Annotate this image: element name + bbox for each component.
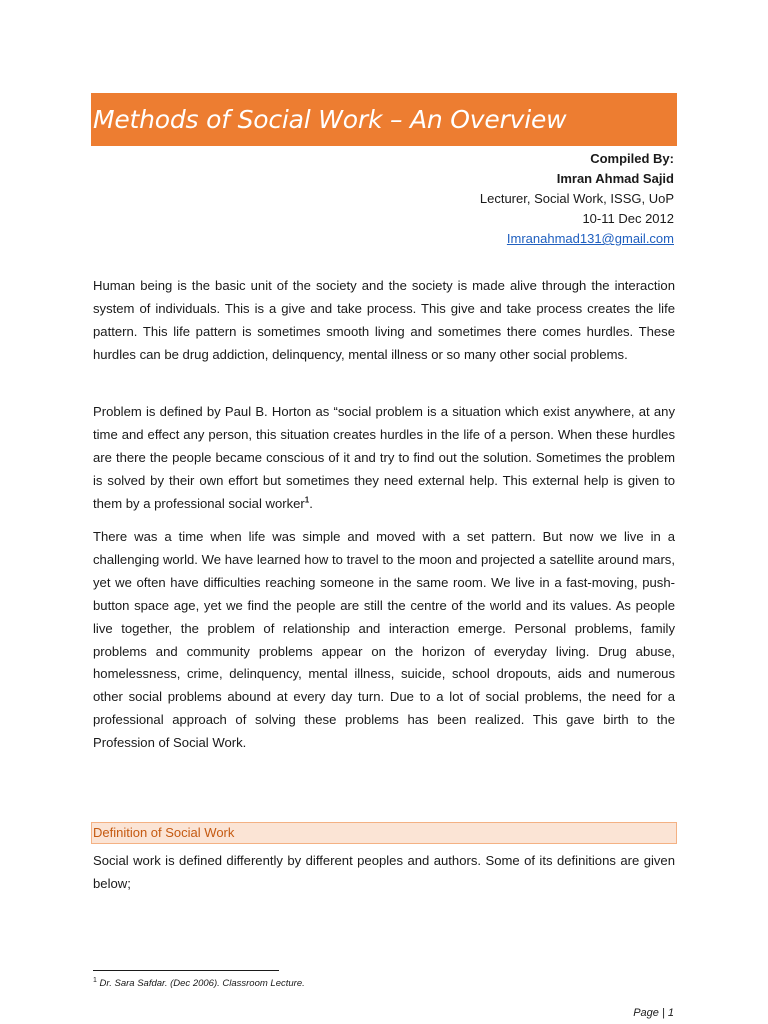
compiled-by-label: Compiled By: bbox=[590, 151, 674, 166]
document-title: Methods of Social Work – An Overview bbox=[93, 105, 567, 134]
section-heading-box bbox=[91, 822, 677, 844]
paragraph-problem-text: Problem is defined by Paul B. Horton as “social problem is a situation which exist anywhere, at any time and effect any person, this situation creates hurdles in the life of a person. When these hurdles are there the people became conscious of it and try to find out the solution. Sometimes the problem is solved by their own effort but sometimes they need external help. This external help is given to them by a professional social worker bbox=[93, 404, 675, 511]
paragraph-problem-definition bbox=[93, 401, 675, 516]
byline-block bbox=[480, 149, 674, 249]
title-banner bbox=[91, 93, 677, 146]
footnote-reference[interactable]: 1 bbox=[304, 495, 310, 505]
author-name: Imran Ahmad Sajid bbox=[556, 171, 674, 186]
paragraph-end-period: . bbox=[309, 495, 313, 511]
author-email-link[interactable]: Imranahmad131@gmail.com bbox=[506, 231, 674, 246]
section-heading: Definition of Social Work bbox=[93, 825, 235, 840]
footnote bbox=[93, 977, 305, 989]
footnote-number: 1 bbox=[93, 977, 97, 984]
footnote-divider bbox=[93, 970, 279, 971]
author-position: Lecturer, Social Work, ISSG, UoP bbox=[479, 191, 674, 206]
compile-date: 10-11 Dec 2012 bbox=[582, 211, 674, 226]
page-number: Page | 1 bbox=[633, 1007, 674, 1019]
footnote-text: Dr. Sara Safdar. (Dec 2006). Classroom Lecture. bbox=[96, 978, 305, 990]
paragraph-intro: Human being is the basic unit of the society and the society is made alive through the interaction system of individuals. This is a give and take process. This give and take process creates the life pattern. This life pattern is sometimes smooth living and sometimes there comes hurdles. These hurdles can be drug addiction, delinquency, mental illness or so many other social problems. bbox=[93, 278, 675, 362]
paragraph-definition-intro: Social work is defined differently by different peoples and authors. Some of its definitions are given below; bbox=[93, 853, 675, 891]
paragraph-modern-world: There was a time when life was simple and moved with a set pattern. But now we live in a challenging world. We have learned how to travel to the moon and projected a satellite around mars, yet we often have difficulties reaching someone in the same room. We live in a fast-moving, push-button space age, yet we find the people are still the centre of the world and its values. As people live together, the problem of relationship and interaction emerge. Personal problems, family problems and community problems appear on the horizon of everyday living. Drug abuse, homelessness, crime, delinquency, mental illness, suicide, school dropouts, aids and numerous other social problems abound at every day turn. Due to a lot of social problems, the need for a professional approach of solving these problems has been realized. This gave birth to the Profession of Social Work. bbox=[93, 529, 675, 751]
